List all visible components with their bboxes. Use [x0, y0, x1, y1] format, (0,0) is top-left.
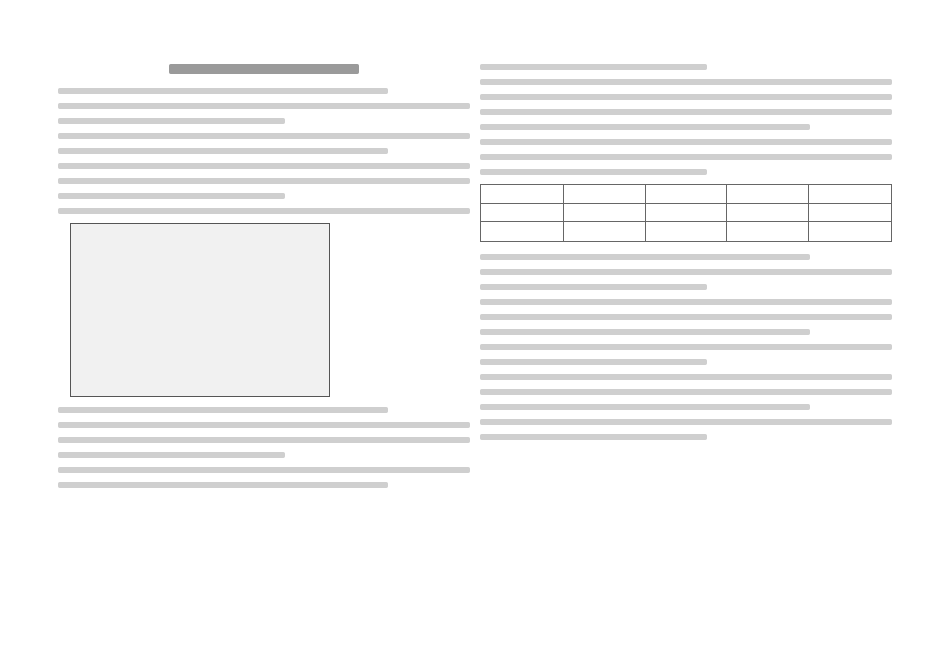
text-line-placeholder: [58, 118, 285, 124]
text-line-placeholder: [58, 208, 470, 214]
text-line-placeholder: [480, 254, 810, 260]
answer-table-placeholder: [480, 184, 892, 242]
text-line-placeholder: [480, 124, 810, 130]
text-line-placeholder: [58, 193, 285, 199]
text-line-placeholder: [58, 178, 470, 184]
text-line-placeholder: [480, 389, 892, 395]
text-line-placeholder: [480, 269, 892, 275]
text-line-placeholder: [58, 103, 470, 109]
text-line-placeholder: [58, 148, 388, 154]
text-line-placeholder: [480, 109, 892, 115]
text-line-placeholder: [58, 163, 470, 169]
text-line-placeholder: [480, 329, 810, 335]
text-line-placeholder: [480, 169, 707, 175]
text-line-placeholder: [58, 407, 388, 413]
text-line-placeholder: [58, 437, 470, 443]
right-column: [480, 64, 892, 449]
text-line-placeholder: [480, 359, 707, 365]
text-line-placeholder: [480, 94, 892, 100]
text-line-placeholder: [58, 482, 388, 488]
text-line-placeholder: [480, 139, 892, 145]
text-line-placeholder: [58, 133, 470, 139]
text-line-placeholder: [58, 88, 388, 94]
text-line-placeholder: [480, 404, 810, 410]
text-line-placeholder: [480, 64, 707, 70]
text-line-placeholder: [480, 314, 892, 320]
text-line-placeholder: [58, 422, 470, 428]
page-title-placeholder: [169, 64, 359, 74]
text-line-placeholder: [480, 344, 892, 350]
text-line-placeholder: [480, 434, 707, 440]
route-map-figure: [70, 223, 330, 397]
text-line-placeholder: [480, 374, 892, 380]
text-line-placeholder: [58, 452, 285, 458]
left-column: [58, 64, 470, 497]
text-line-placeholder: [480, 419, 892, 425]
text-line-placeholder: [480, 79, 892, 85]
text-line-placeholder: [480, 284, 707, 290]
text-line-placeholder: [58, 467, 470, 473]
text-line-placeholder: [480, 154, 892, 160]
text-line-placeholder: [480, 299, 892, 305]
